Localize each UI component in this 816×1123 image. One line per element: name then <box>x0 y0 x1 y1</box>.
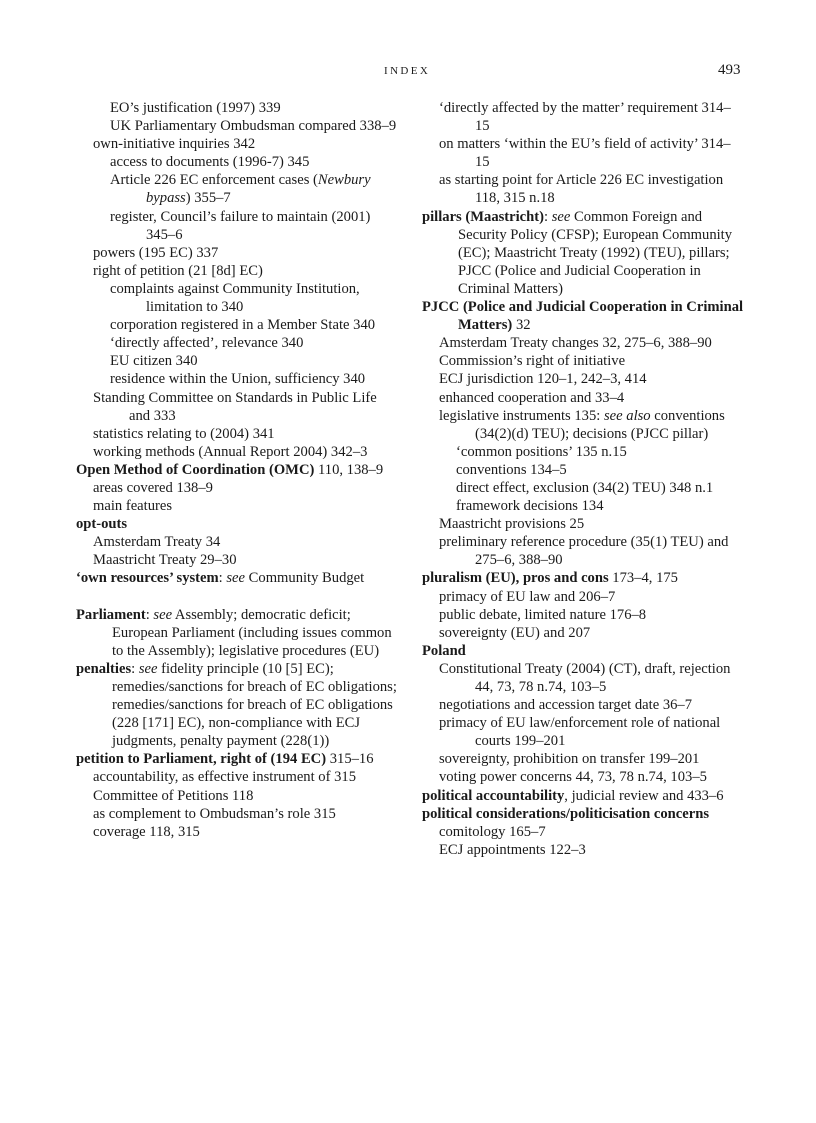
index-subentry <box>439 588 744 606</box>
index-subentry <box>439 823 744 841</box>
index-heading <box>422 298 744 334</box>
index-subentry <box>110 153 401 171</box>
index-subentry <box>456 497 744 515</box>
index-column-right <box>422 99 744 859</box>
entry-italic: Newbury bypass <box>146 172 371 207</box>
entry-suffix: conventions (34(2)(d) TEU); decisions (PJCC pillar) <box>475 407 725 442</box>
entry-gap <box>76 588 401 606</box>
index-subentry <box>439 407 744 443</box>
running-head <box>0 63 816 79</box>
entry-text: ‘directly affected by the matter’ requirement 314–15 <box>439 100 731 135</box>
index-subentry <box>439 606 744 624</box>
index-subentry <box>456 479 744 497</box>
entry-text: corporation registered in a Member State 340 <box>110 317 376 334</box>
index-subentry <box>110 316 401 334</box>
entry-text: : <box>145 606 154 623</box>
heading-term: ‘own resources’ system <box>76 570 219 587</box>
entry-suffix: ) 355–7 <box>185 190 231 207</box>
entry-text: legislative instruments 135: <box>439 407 604 424</box>
index-heading <box>76 606 401 660</box>
entry-text: preliminary reference procedure (35(1) TEU) and 275–6, 388–90 <box>439 534 729 569</box>
entry-text: sovereignty, prohibition on transfer 199–201 <box>439 751 700 768</box>
index-subentry <box>439 171 744 207</box>
entry-text: ‘directly affected’, relevance 340 <box>110 335 304 352</box>
entry-text: Maastricht provisions 25 <box>439 516 585 533</box>
entry-text: complaints against Community Institution, limitation to 340 <box>110 280 360 316</box>
entry-text: areas covered 138–9 <box>93 479 213 496</box>
entry-text: EU citizen 340 <box>110 353 198 370</box>
heading-term: Parliament <box>76 606 146 623</box>
entry-italic: see <box>226 570 246 587</box>
index-subentry <box>439 768 744 786</box>
index-subentry <box>93 787 401 805</box>
entry-text: 315–16 <box>326 751 374 768</box>
index-subentry <box>93 244 401 262</box>
entry-text: Amsterdam Treaty 34 <box>93 534 221 551</box>
entry-text: 32 <box>512 317 531 334</box>
index-subentry <box>439 624 744 642</box>
index-subentry <box>110 370 401 388</box>
entry-italic: see <box>138 660 158 677</box>
index-subentry <box>439 515 744 533</box>
entry-suffix: Community Budget <box>245 570 365 587</box>
entry-text: register, Council’s failure to maintain (2001) 345–6 <box>110 208 371 243</box>
index-subentry <box>93 551 401 569</box>
index-subentry <box>93 262 401 280</box>
index-subentry <box>439 99 744 135</box>
index-subentry <box>110 171 401 207</box>
entry-text: statistics relating to (2004) 341 <box>93 425 275 442</box>
heading-term: PJCC (Police and Judicial Cooperation in Criminal Matters) <box>422 299 744 334</box>
index-subentry <box>439 334 744 352</box>
entry-text: Maastricht Treaty 29–30 <box>93 552 237 569</box>
index-subentry <box>93 805 401 823</box>
heading-term: opt-outs <box>76 516 128 533</box>
page-number: 493 <box>718 62 741 78</box>
heading-term: Open Method of Coordination (OMC) <box>76 461 315 478</box>
index-heading <box>76 515 401 533</box>
entry-text: negotiations and accession target date 36–7 <box>439 697 693 714</box>
index-subentry <box>93 768 401 786</box>
entry-italic: see <box>153 606 173 623</box>
entry-text: Commission’s right of initiative <box>439 353 626 370</box>
entry-text: ECJ jurisdiction 120–1, 242–3, 414 <box>439 371 647 388</box>
heading-term: pluralism (EU), pros and cons <box>422 570 609 587</box>
index-subentry <box>439 714 744 750</box>
index-subentry <box>439 533 744 569</box>
index-subentry <box>93 135 401 153</box>
entry-text: working methods (Annual Report 2004) 342–3 <box>93 443 368 460</box>
entry-text: Amsterdam Treaty changes 32, 275–6, 388–90 <box>439 335 712 352</box>
heading-term: Poland <box>422 642 466 659</box>
entry-text: public debate, limited nature 176–8 <box>439 606 647 623</box>
entry-text: primacy of EU law and 206–7 <box>439 588 616 605</box>
entry-text: right of petition (21 [8d] EC) <box>93 262 263 279</box>
header-title: INDEX <box>384 65 431 77</box>
index-subentry <box>93 479 401 497</box>
entry-text: Standing Committee on Standards in Public Life and 333 <box>93 389 377 424</box>
index-subentry <box>110 280 401 316</box>
entry-text: accountability, as effective instrument of 315 <box>93 769 357 786</box>
index-heading <box>422 787 744 805</box>
index-subentry <box>439 750 744 768</box>
entry-text: powers (195 EC) 337 <box>93 244 219 261</box>
index-subentry <box>93 389 401 425</box>
entry-text: , judicial review and 433–6 <box>564 787 724 804</box>
index-subentry <box>110 352 401 370</box>
entry-text: own-initiative inquiries 342 <box>93 136 256 153</box>
heading-term: political considerations/politicisation concerns <box>422 805 710 822</box>
entry-text: enhanced cooperation and 33–4 <box>439 389 625 406</box>
index-heading <box>76 660 401 750</box>
heading-term: penalties <box>76 660 132 677</box>
index-subentry <box>439 696 744 714</box>
entry-text: as starting point for Article 226 EC investigation 118, 315 n.18 <box>439 172 724 207</box>
index-subentry <box>93 425 401 443</box>
index-heading <box>76 569 401 587</box>
index-heading <box>76 750 401 768</box>
entry-text: primacy of EU law/enforcement role of national courts 199–201 <box>439 715 721 750</box>
index-subentry <box>439 370 744 388</box>
entry-text: framework decisions 134 <box>456 498 604 515</box>
index-subentry: UK Parliamentary Ombudsman compared 338–9 <box>110 118 397 135</box>
entry-text: : <box>218 570 227 587</box>
index-subentry <box>93 443 401 461</box>
entry-text: Committee of Petitions 118 <box>93 787 254 804</box>
entry-text: ‘common positions’ 135 n.15 <box>456 443 627 460</box>
heading-term: political accountability <box>422 787 565 804</box>
entry-suffix: fidelity principle (10 [5] EC); remedies/sanctions for breach of EC obligations; remedies/sanctions for breach of EC obligations (228 [171] EC), non-compliance with ECJ judgments, penalty payment (228(1)) <box>112 660 397 750</box>
entry-text: conventions 134–5 <box>456 461 567 478</box>
entry-text: on matters ‘within the EU’s field of activity’ 314–15 <box>439 136 731 171</box>
index-subentry <box>456 443 744 461</box>
entry-text: comitology 165–7 <box>439 823 546 840</box>
entry-text: main features <box>93 498 173 515</box>
index-heading <box>422 208 744 298</box>
entry-text: direct effect, exclusion (34(2) TEU) 348 n.1 <box>456 479 714 496</box>
entry-text: Article 226 EC enforcement cases ( <box>110 172 318 189</box>
entry-suffix: Assembly; democratic deficit; European Parliament (including issues common to the Assembly); legislative procedures (EU) <box>112 606 392 659</box>
index-subentry <box>456 461 744 479</box>
index-column-left <box>76 99 401 841</box>
heading-term: pillars (Maastricht) <box>422 208 544 225</box>
index-subentry <box>439 389 744 407</box>
entry-text: ECJ appointments 122–3 <box>439 841 586 858</box>
entry-text: Constitutional Treaty (2004) (CT), draft, rejection 44, 73, 78 n.74, 103–5 <box>439 660 731 695</box>
entry-text: EO’s justification (1997) 339 <box>110 100 281 116</box>
entry-text: sovereignty (EU) and 207 <box>439 624 591 641</box>
entry-text: : <box>544 208 552 225</box>
index-subentry <box>93 497 401 515</box>
index-heading <box>422 805 744 823</box>
entry-text: as complement to Ombudsman’s role 315 <box>93 805 336 822</box>
entry-text: residence within the Union, sufficiency 340 <box>110 371 366 388</box>
index-subentry <box>110 99 401 117</box>
entry-italic: see also <box>603 407 651 424</box>
index-subentry <box>439 841 744 859</box>
index-subentry <box>439 660 744 696</box>
index-subentry <box>439 135 744 171</box>
entry-text: voting power concerns 44, 73, 78 n.74, 103–5 <box>439 769 707 786</box>
index-subentry <box>93 823 401 841</box>
entry-text: 110, 138–9 <box>314 461 384 478</box>
index-subentry <box>110 208 401 244</box>
entry-italic: see <box>551 208 571 225</box>
index-subentry <box>110 334 401 352</box>
index-subentry <box>93 533 401 551</box>
entry-text: : <box>131 660 139 677</box>
heading-term: petition to Parliament, right of (194 EC) <box>76 751 327 768</box>
entry-text: 173–4, 175 <box>608 570 678 587</box>
index-heading <box>422 569 744 587</box>
entry-text: coverage 118, 315 <box>93 823 200 840</box>
entry-suffix: Common Foreign and Security Policy (CFSP); European Community (EC); Maastricht Treaty (1992) (TEU), pillars; PJCC (Police and Judicial Cooperation in Criminal Matters) <box>458 208 733 297</box>
index-subentry <box>439 352 744 370</box>
index-heading <box>76 461 401 479</box>
index-heading <box>422 642 744 660</box>
entry-text: access to documents (1996-7) 345 <box>110 154 310 171</box>
